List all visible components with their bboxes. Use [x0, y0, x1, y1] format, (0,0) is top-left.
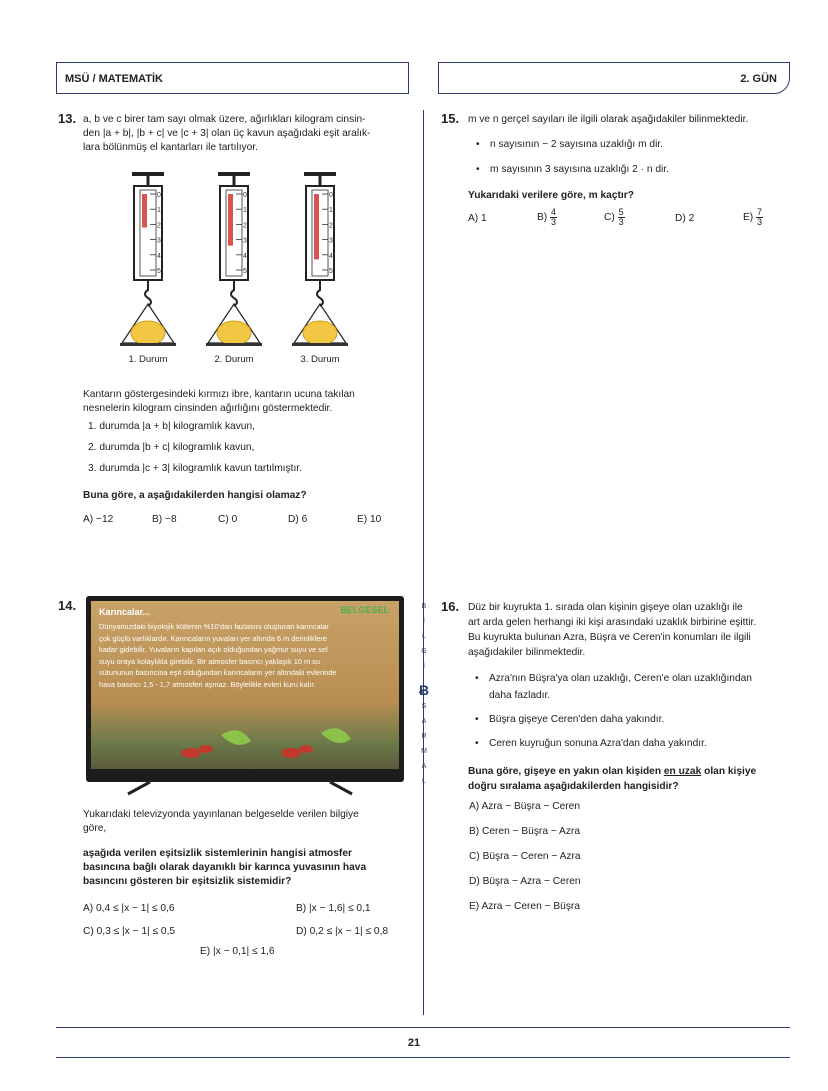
needle-bar — [314, 194, 319, 259]
side-letter: A — [421, 763, 427, 770]
q16-intro-4: aşağıdakiler bilinmektedir. — [468, 647, 586, 658]
tick-label: 0 — [157, 192, 161, 199]
scale-3 — [292, 172, 348, 365]
needle-bar — [228, 194, 233, 246]
header-right-box — [438, 62, 790, 94]
q16-bullet-2: • Büşra gişeye Ceren'den daha yakındır. — [489, 713, 664, 727]
side-letter: B — [421, 603, 427, 610]
q16-bullet-1b: daha fazladır. — [489, 690, 551, 701]
q13-option-a[interactable]: A) −12 — [83, 514, 114, 525]
tick-label: 4 — [329, 252, 333, 260]
tv-image — [86, 596, 404, 782]
q15-intro: m ve n gerçel sayıları ile ilgili olarak aşağıdakiler bilinmektedir. — [468, 114, 749, 125]
tick-label: 3 — [243, 237, 247, 245]
tick-label: 2 — [243, 222, 247, 230]
page-number: 21 — [407, 1037, 421, 1049]
tv-title: Karıncalar... — [99, 607, 151, 617]
q15-option-e[interactable] — [743, 208, 763, 227]
q14-option-d[interactable]: D) 0,2 ≤ |x − 1| ≤ 0,8 — [296, 926, 389, 937]
q15-option-c-fraction: $\frac{5}{3}$ — [618, 207, 624, 227]
tick-label: 3 — [157, 237, 161, 245]
side-letter: M — [421, 748, 427, 755]
scale-label: 3. Durum — [300, 354, 340, 365]
question-15-number: 15. — [441, 111, 460, 126]
q15-option-e-label: E) — [743, 212, 754, 224]
tick-label: 3 — [329, 237, 333, 245]
q16-question-1: Buna göre, gişeye en yakın olan kişiden en uzak olan kişiye — [468, 766, 757, 777]
tick-label: 2 — [157, 222, 161, 230]
needle-bar — [142, 194, 147, 227]
tv-line-2: çok güçlü varlıklardır. Karıncaların yuvaları yer altında 6 m derinliklere — [99, 633, 327, 643]
q16-option-c[interactable]: C) Büşra − Ceren − Azra — [469, 851, 581, 862]
q15-option-b-label: B) — [537, 212, 548, 224]
q13-option-b[interactable]: B) −8 — [152, 514, 177, 525]
side-letter: İ — [423, 618, 425, 625]
scale-label: 1. Durum — [128, 354, 168, 365]
melon — [131, 321, 165, 345]
q15-option-d[interactable]: D) 2 — [675, 213, 695, 224]
q15-bullet-1: • n sayısının − 2 sayısına uzaklığı m dir. — [490, 138, 663, 152]
tv-stand — [120, 780, 360, 796]
q15-option-b-fraction: $\frac{4}{3}$ — [551, 207, 557, 227]
q13-item-1: 1. durumda |a + b| kilogramlık kavun, — [88, 421, 255, 432]
scale-label: 2. Durum — [214, 354, 254, 365]
q13-item-3: 3. durumda |c + 3| kilogramlık kavun tartılmıştır. — [88, 463, 302, 474]
tick-label: 4 — [243, 252, 247, 260]
q16-intro-3: Bu kuyrukta bulunan Azra, Büşra ve Ceren'in konumları ile ilgili — [468, 632, 751, 643]
side-letter: G — [421, 648, 427, 655]
q14-intro-2: göre, — [83, 823, 107, 834]
q13-intro-1: a, b ve c birer tam sayı olmak üzere, ağırlıkları kilogram cinsin- — [83, 114, 366, 125]
q13-option-c[interactable]: C) 0 — [218, 514, 238, 525]
q13-intro-2: den |a + b|, |b + c| ve |c + 3| olan üç kavun aşağıdaki eşit aralık- — [83, 128, 371, 139]
q14-question-3: basıncını gösteren bir eşitsizlik sistemidir? — [83, 876, 292, 887]
tick-label: 5 — [243, 268, 247, 275]
q14-intro-1: Yukarıdaki televizyonda yayınlanan belgeselde verilen bilgiye — [83, 809, 359, 820]
side-letter: R — [421, 733, 427, 740]
q14-question-2: basıncına bağlı olarak dayanıklı bir karınca yuvasının hava — [83, 862, 367, 873]
tv-line-5: sütununun basıncına eşit olduğundan karıncaların yer altındaki evlerinde — [99, 668, 337, 678]
tick-label: 1 — [157, 207, 161, 215]
q16-underline: en uzak — [663, 766, 702, 777]
q14-option-b[interactable]: B) |x − 1,6| ≤ 0,1 — [296, 903, 371, 914]
scale-2 — [206, 172, 262, 365]
header-left-box — [56, 62, 409, 94]
q13-desc-2: nesnelerin kilogram cinsinden ağırlığını göstermektedir. — [83, 403, 333, 414]
tv-line-1: Dünyamızdaki biyolojik kütlenin %10'dan fazlasını oluşturan karıncalar — [99, 622, 329, 631]
q14-option-c[interactable]: C) 0,3 ≤ |x − 1| ≤ 0,5 — [83, 926, 176, 937]
column-divider — [423, 110, 424, 1015]
q16-option-b[interactable]: B) Ceren − Büşra − Azra — [469, 826, 580, 837]
q16-intro-2: art arda gelen herhangi iki kişi arasındaki uzaklık birbirine eşittir. — [468, 617, 757, 628]
footer-line-bottom — [56, 1057, 790, 1058]
q14-question-1: aşağıda verilen eşitsizlik sistemlerinin hangisi atmosfer — [83, 848, 352, 859]
q15-bullet-2: • m sayısının 3 sayısına uzaklığı 2 · n dir. — [490, 163, 669, 177]
q16-intro-1: Düz bir kuyrukta 1. sırada olan kişinin gişeye olan uzaklığı ile — [468, 602, 743, 613]
tick-label: 5 — [157, 268, 161, 275]
q15-question: Yukarıdaki verilere göre, m kaçtır? — [468, 190, 634, 201]
header-subject: MSÜ / MATEMATİK — [65, 73, 163, 85]
header-day: 2. GÜN — [740, 73, 777, 85]
side-letter: S — [421, 703, 427, 710]
tv-screen — [91, 601, 399, 769]
melon — [217, 321, 251, 345]
q15-option-a[interactable]: A) 1 — [468, 213, 487, 224]
q13-intro-3: lara bölünmüş el kantarları ile tartılıyor. — [83, 142, 258, 153]
q16-option-e[interactable]: E) Azra − Ceren − Büşra — [469, 901, 580, 912]
side-letter: L — [422, 778, 426, 785]
question-16-number: 16. — [441, 599, 460, 614]
question-13-number: 13. — [58, 111, 77, 126]
side-letter: İ — [423, 663, 425, 670]
q13-option-e[interactable]: E) 10 — [357, 514, 382, 525]
tv-badge: BELGESEL — [340, 605, 389, 615]
q15-option-c-label: C) — [604, 212, 615, 224]
q14-option-a[interactable]: A) 0,4 ≤ |x − 1| ≤ 0,6 — [83, 903, 175, 914]
ant-illustration — [131, 719, 371, 769]
tv-line-6: hava basıncı 1,5 - 1,7 atmosferi aşmaz. Böylelikle evleri kuru kalır. — [99, 679, 316, 689]
tick-label: 1 — [329, 207, 333, 215]
q16-bullet-3: • Ceren kuyruğun sonuna Azra'dan daha yakındır. — [489, 737, 707, 751]
q16-bullet-1a: • Azra'nın Büşra'ya olan uzaklığı, Ceren'e olan uzaklığından — [489, 672, 752, 686]
tick-label: 2 — [329, 222, 333, 230]
side-letter: L — [422, 633, 426, 640]
q16-question-2: doğru sıralama aşağıdakilerden hangisidir? — [468, 781, 679, 792]
q15-option-b[interactable] — [537, 208, 557, 227]
q16-option-d[interactable]: D) Büşra − Azra − Ceren — [469, 876, 581, 887]
scale-1 — [120, 172, 176, 365]
question-14-number: 14. — [58, 598, 77, 613]
footer-line-top — [56, 1027, 790, 1028]
tick-label: 1 — [243, 207, 247, 215]
brand-logo-icon: Ƀ — [418, 682, 430, 698]
q13-desc-1: Kantarın göstergesindeki kırmızı ibre, kantarın ucuna takılan — [83, 389, 355, 400]
q14-option-e[interactable]: E) |x − 0,1| ≤ 1,6 — [200, 946, 275, 957]
tick-label: 0 — [329, 192, 333, 199]
q16-option-a[interactable]: A) Azra − Büşra − Ceren — [469, 801, 580, 812]
tick-label: 0 — [243, 192, 247, 199]
q13-question: Buna göre, a aşağıdakilerden hangisi olamaz? — [83, 490, 307, 501]
q15-option-c[interactable] — [604, 208, 625, 227]
tv-text — [99, 621, 389, 691]
q15-option-e-fraction: $\frac{7}{3}$ — [757, 207, 763, 227]
tick-label: 4 — [157, 252, 161, 260]
q13-option-d[interactable]: D) 6 — [288, 514, 308, 525]
melon — [303, 321, 337, 345]
side-letter: A — [421, 718, 427, 725]
tv-line-3: kadar gidebilir. Yuvaların kapıları açık olduğundan yağmur suyu ve sel — [99, 645, 328, 655]
tick-label: 5 — [329, 268, 333, 275]
tv-line-4: suyu oraya kolaylıkla girebilir. Bir atmosfer basıncı yaklaşık 10 m su — [99, 656, 320, 666]
q13-item-2: 2. durumda |b + c| kilogramlık kavun, — [88, 442, 255, 453]
q13-scales-figure — [120, 168, 360, 368]
